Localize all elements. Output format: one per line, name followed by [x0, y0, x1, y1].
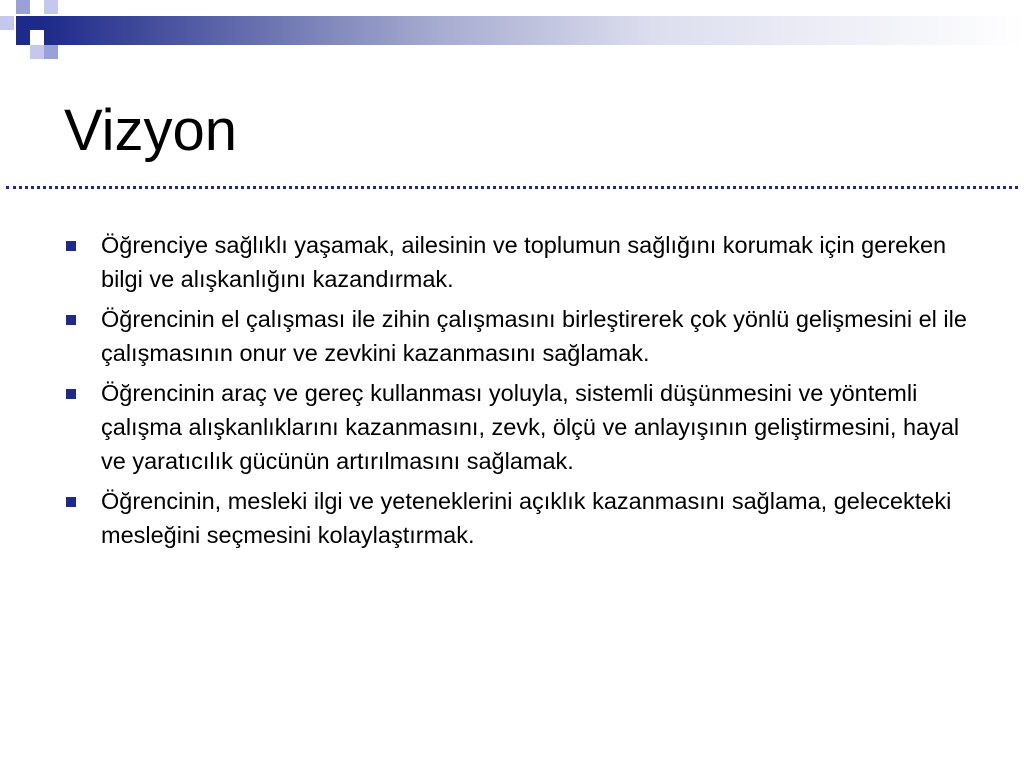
decor-square [30, 30, 44, 45]
list-item [64, 228, 984, 296]
square-bullet-icon [66, 389, 76, 399]
slide-title: Vizyon [64, 98, 238, 163]
header-gradient-bar [44, 16, 1024, 45]
title-divider [6, 186, 1018, 189]
square-bullet-icon [66, 315, 76, 325]
square-bullet-icon [66, 497, 76, 507]
square-bullet-icon [66, 241, 76, 251]
decor-square [44, 45, 58, 59]
bullet-text: Öğrenciye sağlıklı yaşamak, ailesinin ve toplumun sağlığını korumak için gereken bilgi ve alışkanlığını kazandırmak. [101, 232, 947, 292]
bullet-text: Öğrencinin el çalışması ile zihin çalışmasını birleştirerek çok yönlü gelişmesini el ile çalışmasının onur ve zevkini kazanmasını sağlamak. [101, 306, 967, 366]
list-item [64, 484, 984, 552]
bullet-text: Öğrencinin, mesleki ilgi ve yeteneklerini açıklık kazanmasını sağlama, gelecekteki mesleğini seçmesini kolaylaştırmak. [101, 488, 952, 548]
decor-square [30, 45, 44, 59]
list-item [64, 302, 984, 370]
bullet-list [64, 228, 984, 558]
decor-square [44, 0, 58, 14]
bullet-text: Öğrencinin araç ve gereç kullanması yoluyla, sistemli düşünmesini ve yöntemli çalışma alışkanlıklarını kazanmasını, zevk, ölçü ve anlayışının geliştirmesini, hayal ve yaratıcılık gücünün artırılmasını sağlamak. [101, 380, 960, 474]
list-item [64, 376, 984, 478]
decor-square [16, 0, 30, 14]
decor-square [0, 16, 14, 30]
